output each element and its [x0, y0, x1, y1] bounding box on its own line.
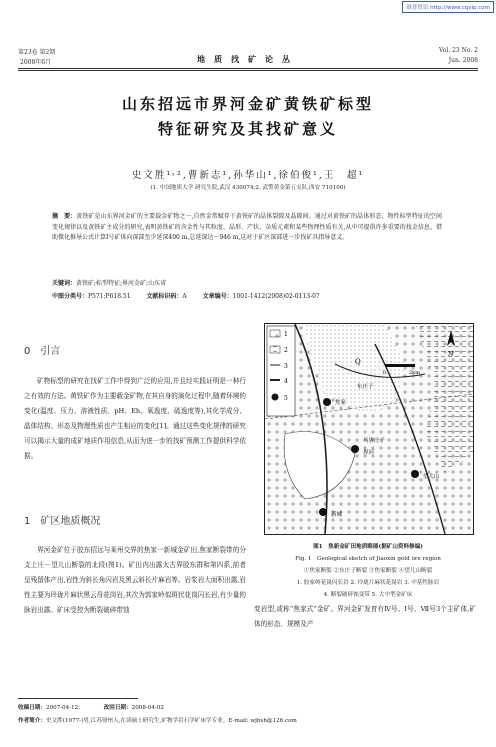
legend-label-4: 4	[284, 378, 288, 385]
abstract-text: 黄铁矿是山东界河金矿的主要载金矿物之一,自然金常赋存于黄铁矿的晶体裂隙及晶隙间。通过对黄铁矿的晶体形态、物性标型特征的空间变化规律以及黄铁矿主成分的研究,表明黄铁矿的含金性与其粒度、晶形、产状、杂质元素和某些物理性质有关,从中可提供许多重要的找金信息。借助微化推导公式计算Ⅰ号矿体向深部至少延深400 m,总延深达－946 m,这对于矿区深部进一步找矿具指导意义。	[52, 213, 442, 242]
deposit-marker	[351, 445, 359, 453]
legend-label-3: 3	[284, 363, 288, 370]
affiliation: (1. 中国地质大学 研究生院,武汉 430074;2. 武警黄金第五支队,西安 710100)	[150, 185, 346, 191]
footnote-rule	[18, 698, 138, 699]
section-heading-geology: 1 矿区地质概况	[24, 516, 101, 527]
received-dates	[18, 703, 164, 711]
legend-swatch-1	[270, 330, 280, 337]
revised-date: 2008-04-02	[131, 705, 164, 711]
legend-label-2: 2	[284, 347, 288, 354]
clc-label: 中图分类号：	[52, 293, 89, 300]
article-no-label: 文章编号：	[202, 293, 233, 300]
figure-caption-cn: 图1 焦新金矿田地质略图(据矿山资料修编)	[313, 544, 423, 550]
unit-label: Q	[355, 358, 361, 366]
scale-label-start: 0	[383, 370, 387, 376]
volume-cn: 第23卷 第2期	[18, 49, 56, 56]
scale-label-end: 2km	[409, 370, 420, 376]
place-label: 望儿山	[423, 474, 440, 480]
right-column-paragraph: 变岩型,或称“焦家式”金矿。界河金矿发育有Ⅳ号、Ⅰ号、Ⅶ号3个主矿体,矿体的形态、规模及产	[254, 605, 476, 628]
legend-swatch-2	[270, 346, 280, 353]
header-rule-2	[18, 70, 478, 71]
legend-label-5: 5	[284, 395, 288, 402]
authors: 史文胜¹˒²,曹新志¹,孙华山¹,徐伯俊¹,王 超¹	[131, 170, 365, 181]
title-line-1: 山东招远市界河金矿黄铁矿标型	[121, 95, 374, 113]
volume-en: Vol. 23 No. 2	[438, 47, 478, 54]
deposit-marker	[323, 398, 331, 406]
north-label: N	[448, 351, 454, 358]
deposit-marker	[411, 470, 419, 478]
abstract	[52, 212, 442, 244]
received-date: 2007-04-12;	[45, 705, 81, 711]
abstract-label: 摘 要：	[52, 213, 77, 220]
legend-box	[267, 326, 295, 416]
article-no-value: 1001-1412(2008)02-0113-07	[232, 293, 320, 300]
date-cn: 2008年6月	[20, 59, 52, 66]
author-bio	[18, 716, 478, 724]
geological-map	[264, 323, 474, 535]
section-heading-intro: 0 引言	[24, 346, 61, 357]
watermark: 维普资讯 http://www.cqvip.com	[402, 1, 494, 13]
title-line-2: 特征研究及其找矿意义	[157, 120, 338, 138]
journal-name: 地质找矿论丛	[197, 54, 299, 64]
place-label: 界河	[363, 450, 375, 456]
figure-sub-1: ①焦家断裂 ②东庄子断裂 ③焦家断裂 ④望儿山断裂	[303, 568, 433, 574]
received-label: 收稿日期：	[18, 705, 46, 711]
keywords	[52, 278, 442, 287]
doc-code-label: 文献标识码：	[146, 293, 183, 300]
legend-swatch-5	[272, 394, 279, 401]
clc-value: P571;P618.51	[88, 293, 131, 300]
date-en: Jun. 2008	[448, 57, 478, 64]
intro-paragraph: 矿物标型的研究在找矿工作中得到广泛的应用,并且经实践证明是一种行之有效的方法。黄铁矿作为主要载金矿物,在其自身的演化过程中,随着环境的变化(温度、压力、溶液性质、pH、Eh、氧逸度、硫逸度等),其化学成分、晶体结构、形态及物理性质也产生相应的变化[1]。通过这些变化规律的研究可以揭示大量的成矿地质作用信息,从而为进一步的找矿预测工作提供科学依据。	[24, 377, 246, 460]
deposit-marker	[319, 508, 327, 516]
scale-bar	[385, 364, 415, 367]
figure-caption-en: Fig. 1 Geological sketch of Jiaoxin gold ore region	[295, 556, 441, 562]
figure-sub-3: 4. 断裂破碎蚀变带 5. 大中型金矿床	[323, 592, 413, 598]
place-label: 新城	[331, 512, 343, 518]
header-rule	[18, 68, 478, 69]
place-label: 马唐庄子	[363, 438, 386, 444]
keywords-text: 黄铁矿;标型特征;界河金矿;山东省	[76, 280, 167, 287]
figure-sub-2: 1. 胶家岭花岗闪长岩 2. 玲珑片麻状花岗岩 3. 中基性脉岩	[296, 580, 440, 586]
geology-paragraph: 界河金矿位于胶东招远与莱州交界的焦家一新城金矿田,焦家断裂带的分支上庄－望儿山断裂的北段(图1)。矿田内出露太古界胶东群和第四系,前者呈残留体产出,岩性为斜长角闪岩及黑云斜长片麻岩等。岩浆岩大面积出露,岩性主要为玲珑片麻状黑云母花岗岩,其次为郭家岭似斑状花岗闪长岩,有少量的脉岩出露。矿床受控为断裂破碎带蚀	[24, 546, 246, 614]
revised-label: 改回日期：	[103, 705, 132, 711]
map-svg	[265, 324, 473, 534]
author-bio-text: 史文胜(1977-)男,江苏徐州人,在读硕士研究生,矿物学岩石学矿床学专业。E-mail: wjbsh@126.com	[45, 718, 297, 724]
classification	[52, 291, 442, 300]
keywords-label: 关键词：	[52, 280, 77, 287]
place-label: 东庄子	[357, 384, 374, 390]
doc-code-value: A	[182, 293, 187, 300]
place-label: 焦家	[335, 400, 347, 406]
author-bio-label: 作者简介：	[18, 718, 46, 724]
legend-label-1: 1	[284, 331, 288, 338]
